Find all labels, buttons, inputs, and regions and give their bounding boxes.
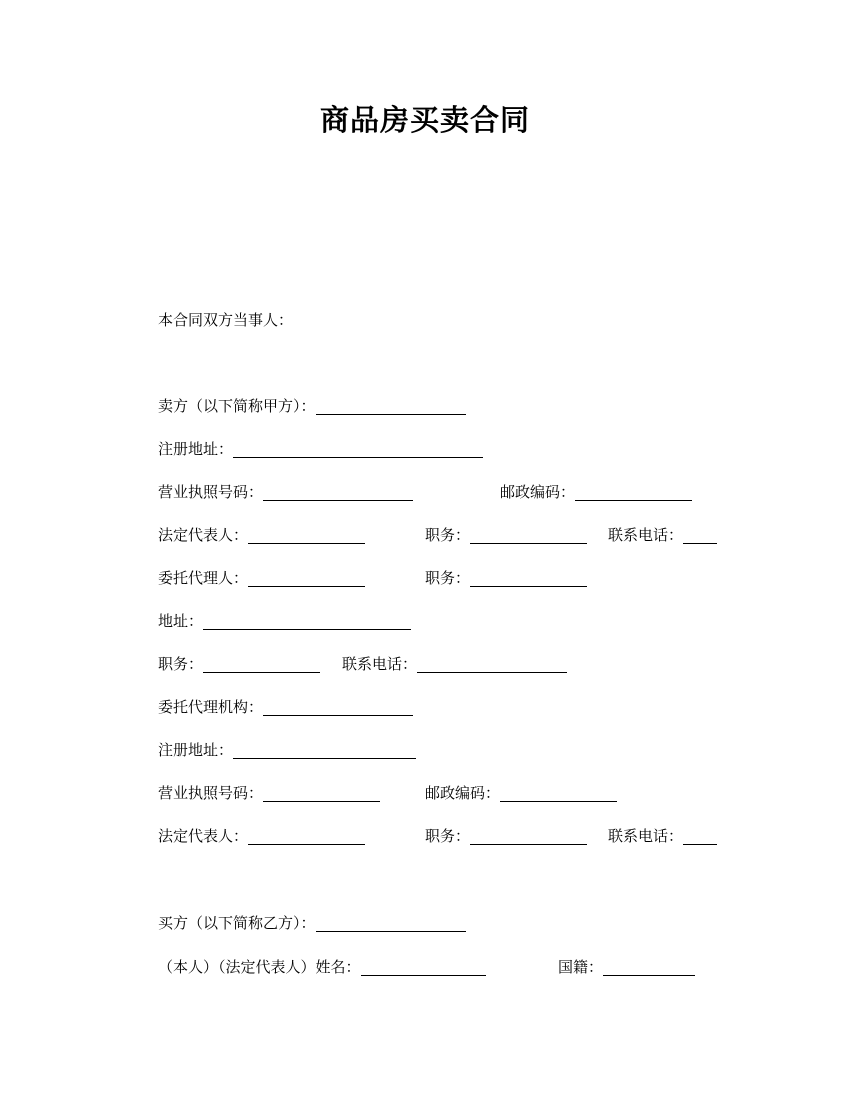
parties-intro: 本合同双方当事人：: [158, 311, 294, 329]
position2-label: 职务：: [158, 655, 204, 673]
position-label: 职务：: [425, 526, 471, 544]
seller-label: 卖方（以下简称甲方）：: [158, 397, 316, 415]
agent-field[interactable]: [158, 567, 365, 589]
position2-field[interactable]: [158, 653, 320, 675]
postcode-blank[interactable]: [575, 481, 692, 501]
agent-position-field[interactable]: [425, 567, 587, 589]
registered-address-row: [158, 438, 758, 460]
agency-registered-address-field[interactable]: [158, 739, 416, 761]
buyer-name-row: [158, 956, 758, 978]
agent-position-blank[interactable]: [470, 567, 587, 587]
agent-position-label: 职务：: [425, 569, 471, 587]
agency-postcode-label: 邮政编码：: [425, 784, 501, 802]
agency-phone-field[interactable]: [608, 825, 717, 847]
document-title: 商品房买卖合同: [319, 103, 530, 137]
seller-field[interactable]: [158, 395, 466, 417]
license-blank[interactable]: [263, 481, 413, 501]
position2-blank[interactable]: [203, 653, 320, 673]
agent-blank[interactable]: [248, 567, 365, 587]
license-label: 营业执照号码：: [158, 483, 264, 501]
agency-position-label: 职务：: [425, 827, 471, 845]
buyer-label: 买方（以下简称乙方）：: [158, 914, 316, 932]
agent-row: [158, 567, 758, 589]
agency-position-field[interactable]: [425, 825, 587, 847]
postcode-label: 邮政编码：: [500, 483, 576, 501]
license-row: [158, 481, 758, 503]
agency-postcode-blank[interactable]: [500, 782, 617, 802]
agency-license-blank[interactable]: [263, 782, 380, 802]
agency-phone-label: 联系电话：: [608, 827, 684, 845]
agency-postcode-field[interactable]: [425, 782, 617, 804]
legal-rep-field[interactable]: [158, 524, 365, 546]
license-field[interactable]: [158, 481, 413, 503]
phone-field[interactable]: [608, 524, 717, 546]
nationality-field[interactable]: [558, 956, 695, 978]
agency-legal-rep-field[interactable]: [158, 825, 365, 847]
agency-registered-address-label: 注册地址：: [158, 741, 234, 759]
buyer-person-name-blank[interactable]: [361, 956, 486, 976]
agency-label: 委托代理机构：: [158, 698, 264, 716]
agent-label: 委托代理人：: [158, 569, 249, 587]
agency-registered-address-blank[interactable]: [233, 739, 416, 759]
agency-license-row: [158, 782, 758, 804]
buyer-person-name-field[interactable]: [158, 956, 486, 978]
agency-row: [158, 696, 758, 718]
address-field[interactable]: [158, 610, 411, 632]
position-blank[interactable]: [470, 524, 587, 544]
seller-row: [158, 395, 758, 417]
agency-legal-rep-label: 法定代表人：: [158, 827, 249, 845]
agency-blank[interactable]: [263, 696, 413, 716]
agency-position-blank[interactable]: [470, 825, 587, 845]
registered-address-blank[interactable]: [233, 438, 483, 458]
agency-registered-address-row: [158, 739, 758, 761]
legal-rep-blank[interactable]: [248, 524, 365, 544]
buyer-person-name-label: （本人）（法定代表人）姓名：: [158, 958, 361, 976]
agency-license-field[interactable]: [158, 782, 380, 804]
address-row: [158, 610, 758, 632]
agency-legal-rep-row: [158, 825, 758, 847]
position-field[interactable]: [425, 524, 587, 546]
agency-phone-blank[interactable]: [683, 825, 717, 845]
nationality-blank[interactable]: [603, 956, 695, 976]
phone2-field[interactable]: [342, 653, 567, 675]
address-label: 地址：: [158, 612, 204, 630]
phone2-blank[interactable]: [417, 653, 567, 673]
phone-label: 联系电话：: [608, 526, 684, 544]
address-blank[interactable]: [203, 610, 411, 630]
registered-address-field[interactable]: [158, 438, 483, 460]
phone-blank[interactable]: [683, 524, 717, 544]
legal-rep-label: 法定代表人：: [158, 526, 249, 544]
postcode-field[interactable]: [500, 481, 692, 503]
seller-name-blank[interactable]: [316, 395, 466, 415]
registered-address-label: 注册地址：: [158, 440, 234, 458]
phone2-label: 联系电话：: [342, 655, 418, 673]
buyer-field[interactable]: [158, 912, 466, 934]
legal-rep-row: [158, 524, 758, 546]
buyer-row: [158, 912, 758, 934]
agency-field[interactable]: [158, 696, 413, 718]
position-phone-row: [158, 653, 758, 675]
nationality-label: 国籍：: [558, 958, 604, 976]
agency-license-label: 营业执照号码：: [158, 784, 264, 802]
agency-legal-rep-blank[interactable]: [248, 825, 365, 845]
buyer-name-blank[interactable]: [316, 912, 466, 932]
